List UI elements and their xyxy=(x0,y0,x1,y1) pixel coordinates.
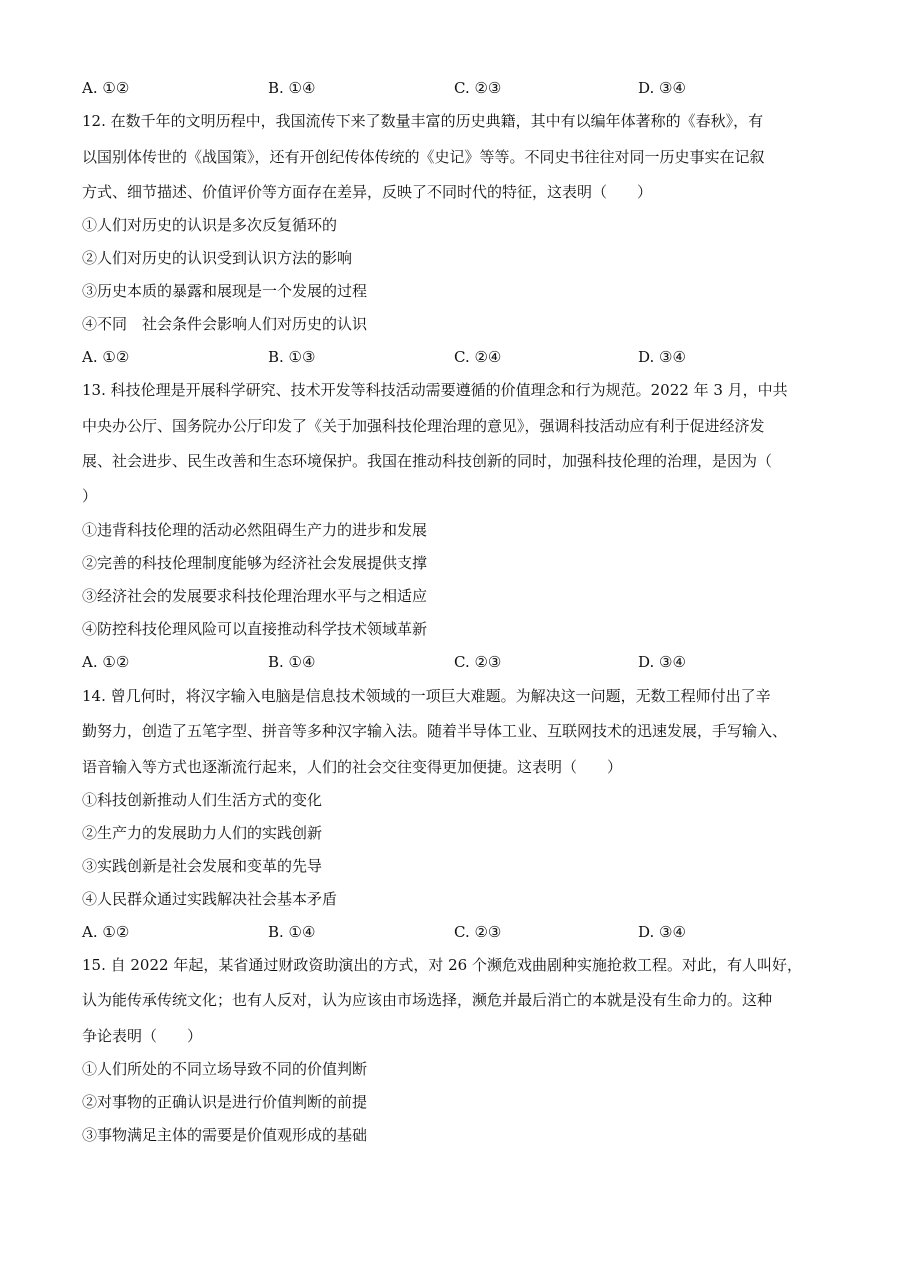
q14-stem-line-2: 勤努力，创造了五笔字型、拼音等多种汉字输入法。随着半导体工业、互联网技术的迅速发展，手写输入、 xyxy=(82,722,788,740)
q11-option-a: A. ①② xyxy=(82,79,130,97)
q13-option-d: D. ③④ xyxy=(638,653,686,671)
q13-option-b: B. ①④ xyxy=(268,653,316,671)
q14-stem-line-1: 14. 曾几何时，将汉字输入电脑是信息技术领域的一项巨大难题。为解决这一问题，无数工程师付出了辛 xyxy=(82,687,771,705)
q13-item-3: ③经济社会的发展要求科技伦理治理水平与之相适应 xyxy=(82,587,428,605)
q14-item-2: ②生产力的发展助力人们的实践创新 xyxy=(82,824,323,842)
q15-item-3: ③事物满足主体的需要是价值观形成的基础 xyxy=(82,1126,368,1144)
q14-item-4: ④人民群众通过实践解决社会基本矛盾 xyxy=(82,890,338,908)
q11-option-c: C. ②③ xyxy=(454,79,502,97)
q12-stem-line-3: 方式、细节描述、价值评价等方面存在差异，反映了不同时代的特征，这表明（ ） xyxy=(82,183,653,201)
q13-item-1: ①违背科技伦理的活动必然阻碍生产力的进步和发展 xyxy=(82,521,428,539)
q14-options xyxy=(82,922,782,942)
q12-item-1: ①人们对历史的认识是多次反复循环的 xyxy=(82,216,338,234)
q12-item-4: ④不同 社会条件会影响人们对历史的认识 xyxy=(82,315,368,333)
q13-stem-line-4: ） xyxy=(82,487,98,505)
q15-item-2: ②对事物的正确认识是进行价值判断的前提 xyxy=(82,1093,368,1111)
q12-option-b: B. ①③ xyxy=(268,348,316,366)
q12-options xyxy=(82,347,782,367)
q11-option-d: D. ③④ xyxy=(638,79,686,97)
q12-item-3: ③历史本质的暴露和展现是一个发展的过程 xyxy=(82,282,368,300)
q15-stem-line-1: 15. 自 2022 年起，某省通过财政资助演出的方式，对 26 个濒危戏曲剧种实施抢救工程。对此，有人叫好， xyxy=(82,956,802,974)
q11-option-b: B. ①④ xyxy=(268,79,316,97)
q14-item-3: ③实践创新是社会发展和变革的先导 xyxy=(82,857,323,875)
q14-option-a: A. ①② xyxy=(82,923,130,941)
q14-item-1: ①科技创新推动人们生活方式的变化 xyxy=(82,791,323,809)
q13-stem-line-2: 中央办公厅、国务院办公厅印发了《关于加强科技伦理治理的意见》，强调科技活动应有利于促进经济发 xyxy=(82,417,765,435)
q13-item-4: ④防控科技伦理风险可以直接推动科学技术领域革新 xyxy=(82,620,428,638)
q13-stem-line-3: 展、社会进步、民生改善和生态环境保护。我国在推动科技创新的同时，加强科技伦理的治理，是因为（ xyxy=(82,452,773,470)
q13-options xyxy=(82,652,782,672)
q12-stem-line-2: 以国别体传世的《战国策》，还有开创纪传体传统的《史记》等等。不同史书往往对同一历史事实在记叙 xyxy=(82,148,765,166)
q13-item-2: ②完善的科技伦理制度能够为经济社会发展提供支撑 xyxy=(82,554,428,572)
q12-option-a: A. ①② xyxy=(82,348,130,366)
q15-item-1: ①人们所处的不同立场导致不同的价值判断 xyxy=(82,1060,368,1078)
q14-option-b: B. ①④ xyxy=(268,923,316,941)
q13-option-a: A. ①② xyxy=(82,653,130,671)
q15-stem-line-2: 认为能传承传统文化；也有人反对，认为应该由市场选择，濒危并最后消亡的本就是没有生命力的。这种 xyxy=(82,991,773,1009)
q11-options xyxy=(82,78,782,98)
q13-option-c: C. ②③ xyxy=(454,653,502,671)
q14-option-c: C. ②③ xyxy=(454,923,502,941)
q12-option-d: D. ③④ xyxy=(638,348,686,366)
q12-item-2: ②人们对历史的认识受到认识方法的影响 xyxy=(82,249,353,267)
q14-option-d: D. ③④ xyxy=(638,923,686,941)
q13-stem-line-1: 13. 科技伦理是开展科学研究、技术开发等科技活动需要遵循的价值理念和行为规范。2022 年 3 月，中共 xyxy=(82,381,788,399)
q12-option-c: C. ②④ xyxy=(454,348,502,366)
q14-stem-line-3: 语音输入等方式也逐渐流行起来，人们的社会交往变得更加便捷。这表明（ ） xyxy=(82,758,623,776)
q12-stem-line-1: 12. 在数千年的文明历程中，我国流传下来了数量丰富的历史典籍，其中有以编年体著称的《春秋》，有 xyxy=(82,112,764,130)
q15-stem-line-3: 争论表明（ ） xyxy=(82,1027,203,1045)
